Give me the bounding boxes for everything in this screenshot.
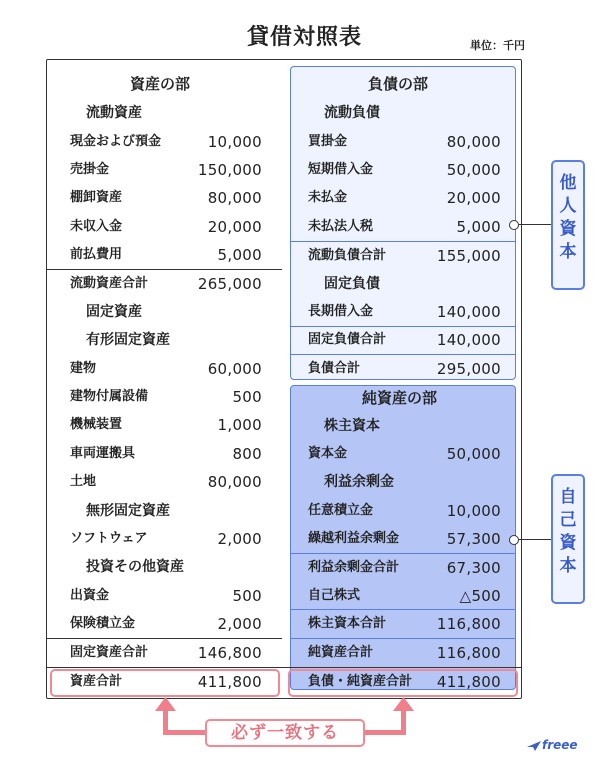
list-item: 現金および預金 10,000 <box>70 133 262 151</box>
current-liab-total: 流動負債合計 155,000 <box>308 247 501 265</box>
list-item: 繰越利益余剰金 57,300 <box>308 530 501 548</box>
fixed-liab-total: 固定負債合計 140,000 <box>308 331 501 349</box>
liab-equity-total: 負債・純資産合計 411,800 <box>308 673 501 691</box>
equity-heading: 純資産の部 <box>362 389 438 407</box>
list-item: 売掛金 150,000 <box>70 161 262 179</box>
freee-bird-icon <box>526 739 542 753</box>
list-item: ソフトウェア 2,000 <box>70 530 262 548</box>
list-item: 長期借入金 140,000 <box>308 303 501 321</box>
current-assets-total: 流動資産合計 265,000 <box>70 275 262 293</box>
intangible-assets-heading: 無形固定資産 <box>86 503 170 519</box>
list-item: 資本金 50,000 <box>308 445 501 463</box>
fixed-assets-heading: 固定資産 <box>86 304 142 320</box>
investment-assets-heading: 投資その他資産 <box>86 559 184 575</box>
other-capital-tag: 他人資本 <box>551 160 585 290</box>
retained-total: 利益余剰金合計 67,300 <box>308 559 501 577</box>
list-item: 短期借入金 50,000 <box>308 161 501 179</box>
assets-total: 資産合計 411,800 <box>70 673 262 691</box>
list-item: 未収入金 20,000 <box>70 218 262 236</box>
list-item: 建物付属設備 500 <box>70 388 262 406</box>
must-match-label: 必ず一致する <box>205 719 365 747</box>
capital-heading: 株主資本 <box>324 418 380 434</box>
list-item: 未払法人税 5,000 <box>308 218 501 236</box>
list-item: 出資金 500 <box>70 587 262 605</box>
list-item: 建物 60,000 <box>70 360 262 378</box>
liabilities-total: 負債合計 295,000 <box>308 360 501 378</box>
treasury-stock: 自己株式 △500 <box>308 587 501 605</box>
list-item: 未払金 20,000 <box>308 189 501 207</box>
connector-dot-other <box>509 220 519 230</box>
list-item: 買掛金 80,000 <box>308 133 501 151</box>
bracket-right-foot <box>364 730 406 735</box>
current-liab-heading: 流動負債 <box>324 105 380 121</box>
bracket-left-foot <box>163 730 207 735</box>
list-item: 機械装置 1,000 <box>70 416 262 434</box>
freee-logo: freee <box>542 738 578 752</box>
list-item: 保険積立金 2,000 <box>70 615 262 633</box>
arrow-up-right-icon <box>393 697 414 711</box>
connector-line-own <box>519 539 551 540</box>
liabilities-heading: 負債の部 <box>368 75 429 93</box>
own-capital-tag: 自己資本 <box>551 474 585 604</box>
arrow-up-left-icon <box>155 697 176 711</box>
connector-dot-own <box>509 535 519 545</box>
net-assets-total: 純資産合計 116,800 <box>308 644 501 662</box>
tangible-assets-heading: 有形固定資産 <box>86 332 170 348</box>
capital-total: 株主資本合計 116,800 <box>308 615 501 633</box>
fixed-assets-total: 固定資産合計 146,800 <box>70 644 262 662</box>
retained-heading: 利益余剰金 <box>324 474 394 490</box>
list-item: 任意積立金 10,000 <box>308 502 501 520</box>
connector-line-other <box>519 224 551 225</box>
list-item: 棚卸資産 80,000 <box>70 189 262 207</box>
page-title: 貸借対照表 <box>246 25 362 50</box>
list-item: 前払費用 5,000 <box>70 246 262 264</box>
list-item: 土地 80,000 <box>70 473 262 491</box>
assets-heading: 資産の部 <box>130 75 191 93</box>
current-assets-heading: 流動資産 <box>86 105 142 121</box>
unit-label: 単位：千円 <box>470 39 525 52</box>
fixed-liab-heading: 固定負債 <box>324 276 380 292</box>
list-item: 車両運搬具 800 <box>70 445 262 463</box>
